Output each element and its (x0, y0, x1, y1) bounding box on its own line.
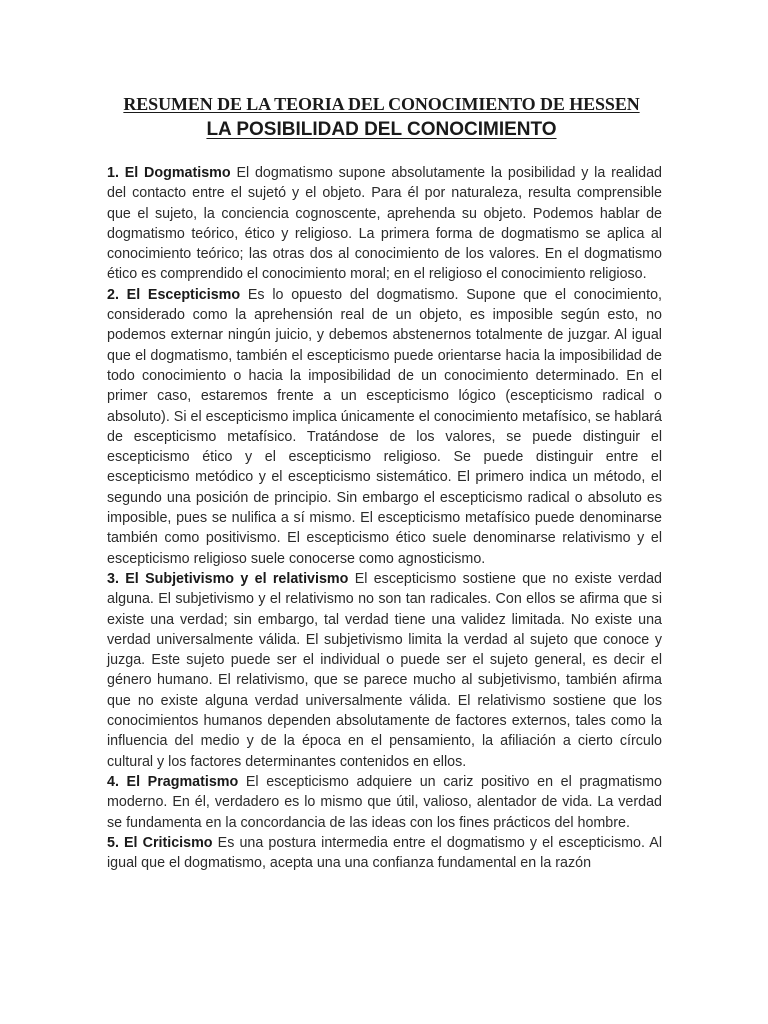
section-criticismo (107, 833, 662, 874)
document-subtitle: LA POSIBILIDAD DEL CONOCIMIENTO (206, 119, 557, 140)
section-escepticismo (107, 285, 662, 569)
section-text: El escepticismo adquiere un cariz positivo en el pragmatismo moderno. En él, verdadero es lo mismo que útil, valioso, alentador de vida. La verdad se fundamenta en la concordancia de las ideas con los fines prácticos del hombre. (107, 773, 663, 831)
section-subjetivismo (107, 569, 662, 772)
document-title: RESUMEN DE LA TEORIA DEL CONOCIMIENTO DE HESSEN (123, 94, 640, 114)
section-heading: 1. El Dogmatismo (107, 165, 231, 181)
section-dogmatismo (107, 163, 662, 285)
section-text: Es una postura intermedia entre el dogmatismo y el escepticismo. Al igual que el dogmatismo, acepta una una confianza fundamental en la razón (107, 834, 662, 872)
section-heading: 3. El Subjetivismo y el relativismo (107, 570, 349, 587)
document-body (107, 163, 662, 873)
section-pragmatismo (107, 772, 662, 833)
section-text: Es lo opuesto del dogmatismo. Supone que el conocimiento, considerado como la aprehensión real de un objeto, es imposible según esto, no podemos externar ningún juicio, y debemos abstenernos totalmente de juzgar. Al igual que el dogmatismo, también el escepticismo puede orientarse hacia la imposibilidad de todo conocimiento o hacia la imposibilidad de un conocimiento determinado. En el primer caso, estaremos frente a un escepticismo lógico (escepticismo radical o absoluto). Si el escepticismo implica únicamente el conocimiento metafísico, se hablará de escepticismo metafísico. Tratándose de los valores, se puede distinguir el escepticismo ético y el escepticismo religioso. Se puede distinguir entre el escepticismo metódico y el escepticismo sistemático. El primero indica un método, el segundo una posición de principio. Sin embargo el escepticismo radical o absoluto es imposible, pues se nulifica a sí mismo. El escepticismo metafísico puede denominarse también como positivismo. El escepticismo ético suele denominarse relativismo y el escepticismo religioso suele conocerse como agnosticismo. (107, 286, 663, 567)
section-text: El escepticismo sostiene que no existe verdad alguna. El subjetivismo y el relativismo no son tan radicales. Con ellos se afirma que si existe una verdad; sin embargo, tal verdad tiene una validez limitada. No existe una verdad universalmente válida. El subjetivismo limita la verdad al sujeto que conoce y juzga. Este sujeto puede ser el individual o puede ser el sujeto general, es decir el género humano. El relativismo, que se parece mucho al subjetivismo, también afirma que no existe alguna verdad universalmente válida. El relativismo sostiene que los conocimientos humanos dependen absolutamente de factores externos, tales como la influencia del medio y de la época en el pensamiento, la afiliación a cierto círculo cultural y los factores determinantes contenidos en ellos. (107, 570, 662, 770)
section-heading: 2. El Escepticismo (107, 286, 241, 303)
section-heading: 4. El Pragmatismo (107, 773, 239, 790)
section-text: El dogmatismo supone absolutamente la posibilidad y la realidad del contacto entre el sujetó y el objeto. Para él por naturaleza, resulta comprensible que el sujeto, la conciencia cognoscente, aprehenda su objeto. Podemos hablar de dogmatismo teórico, ético y religioso. La primera forma de dogmatismo se aplica al conocimiento teórico; las otras dos al conocimiento de los valores. En el dogmatismo ético es comprendido el conocimiento moral; en el religioso el conocimiento religioso. (107, 165, 662, 283)
section-heading: 5. El Criticismo (107, 834, 213, 851)
